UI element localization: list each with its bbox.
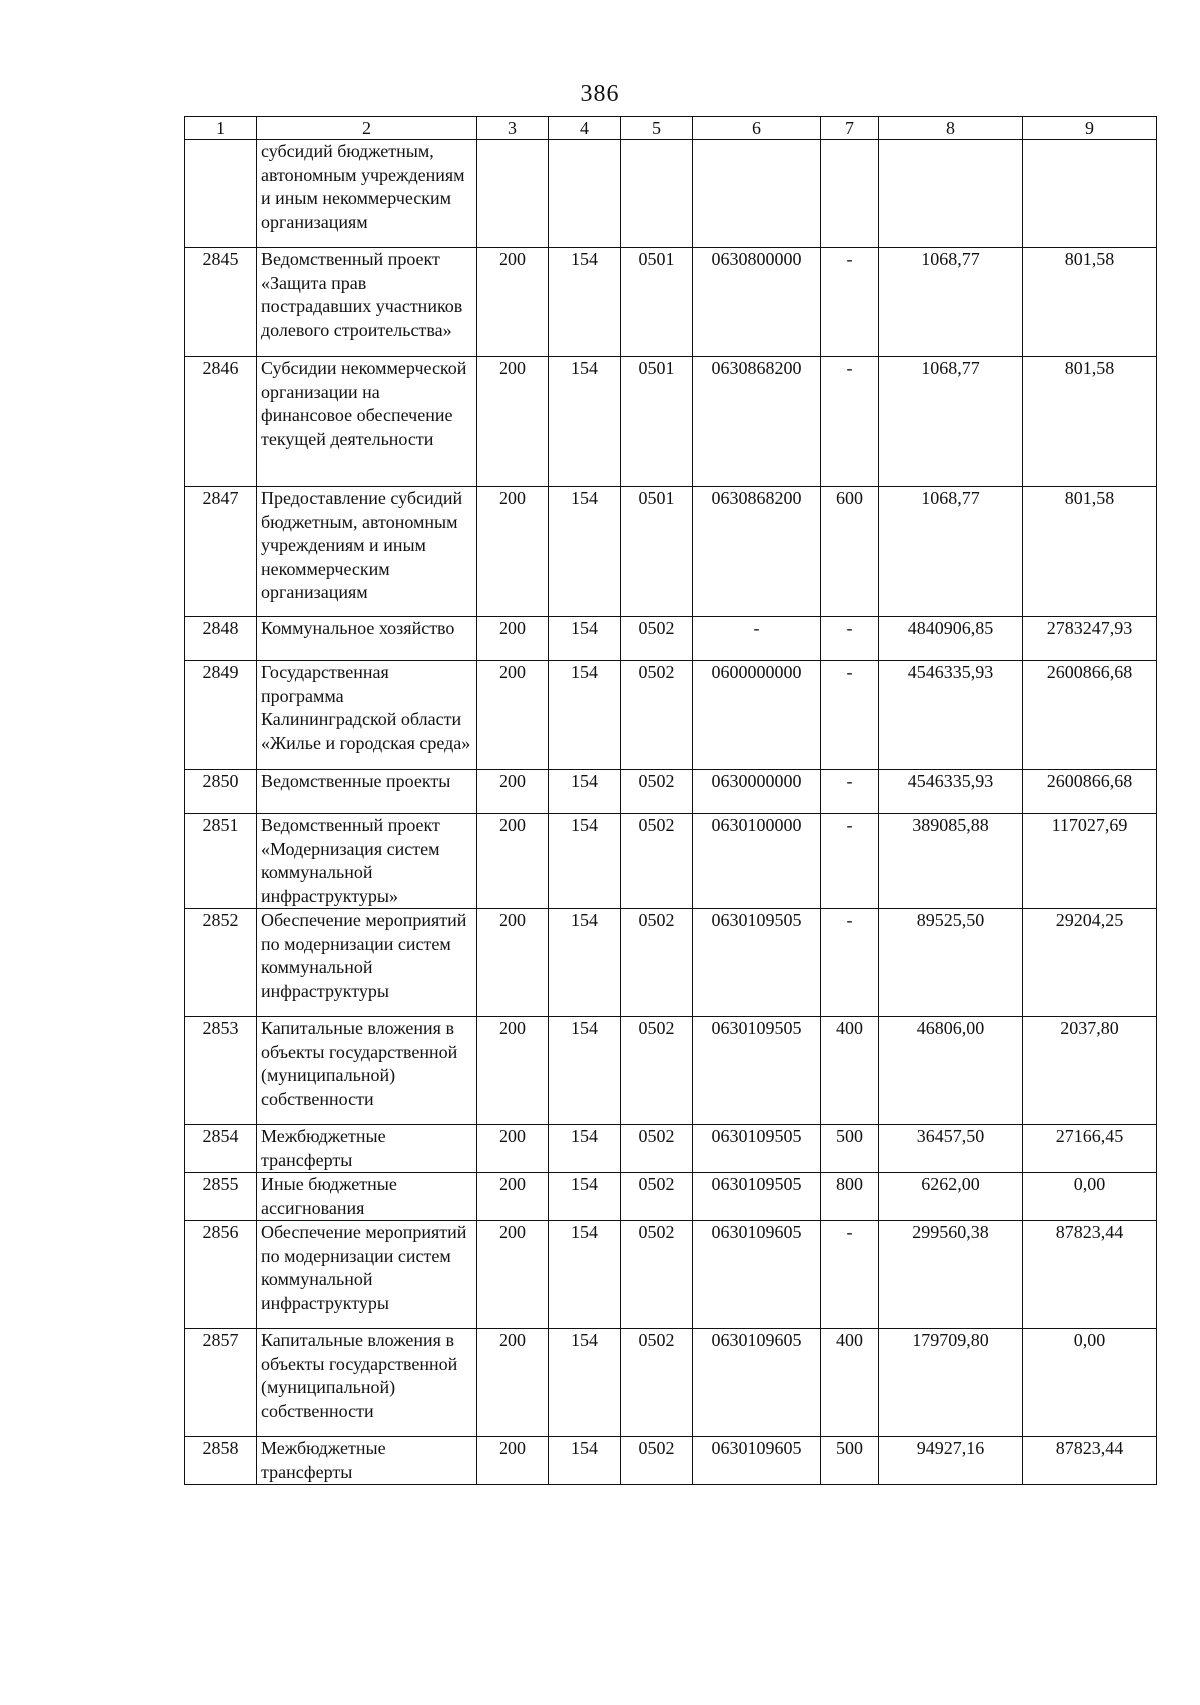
col7-code [821,140,879,248]
col5-code: 0502 [621,1173,693,1221]
column-header: 4 [549,117,621,140]
row-name: Капитальные вложения в объекты государственной (муниципальной) собственности [257,1329,477,1437]
col8-amount: 89525,50 [879,909,1023,1017]
column-header: 9 [1023,117,1157,140]
table-row [185,661,1157,770]
col9-amount: 801,58 [1023,487,1157,617]
col8-amount: 389085,88 [879,814,1023,909]
col7-code: - [821,661,879,770]
table-row [185,617,1157,661]
col5-code: 0502 [621,770,693,814]
col6-code: 0630868200 [693,357,821,487]
col4-code: 154 [549,814,621,909]
row-number: 2850 [185,770,257,814]
row-number: 2846 [185,357,257,487]
col8-amount: 4546335,93 [879,770,1023,814]
col6-code: 0630109605 [693,1329,821,1437]
col5-code: 0502 [621,1125,693,1173]
col9-amount: 2783247,93 [1023,617,1157,661]
col7-code: 400 [821,1329,879,1437]
col5-code: 0502 [621,1329,693,1437]
col5-code: 0502 [621,661,693,770]
col7-code: 800 [821,1173,879,1221]
table-row [185,1173,1157,1221]
col5-code: 0501 [621,357,693,487]
col3-code [477,140,549,248]
col6-code: 0630100000 [693,814,821,909]
col6-code: 0630109505 [693,1125,821,1173]
col3-code: 200 [477,661,549,770]
col9-amount: 801,58 [1023,357,1157,487]
col4-code: 154 [549,487,621,617]
col4-code [549,140,621,248]
column-header: 2 [257,117,477,140]
budget-table [184,116,1157,1485]
table-row [185,140,1157,248]
col4-code: 154 [549,1221,621,1329]
col4-code: 154 [549,1329,621,1437]
col6-code: 0630000000 [693,770,821,814]
col3-code: 200 [477,909,549,1017]
row-name: Обеспечение мероприятий по модернизации систем коммунальной инфраструктуры [257,1221,477,1329]
table-header-row [185,117,1157,140]
col8-amount: 4546335,93 [879,661,1023,770]
row-number: 2856 [185,1221,257,1329]
col6-code [693,140,821,248]
table-row [185,1437,1157,1485]
col4-code: 154 [549,1437,621,1485]
row-name: Ведомственные проекты [257,770,477,814]
col3-code: 200 [477,617,549,661]
table-row [185,1017,1157,1125]
row-name: Ведомственный проект «Защита прав пострадавших участников долевого строительства» [257,248,477,357]
col9-amount: 117027,69 [1023,814,1157,909]
row-number: 2858 [185,1437,257,1485]
row-name: Иные бюджетные ассигнования [257,1173,477,1221]
col4-code: 154 [549,617,621,661]
col3-code: 200 [477,770,549,814]
row-number: 2847 [185,487,257,617]
col4-code: 154 [549,357,621,487]
col9-amount: 2600866,68 [1023,661,1157,770]
row-number: 2855 [185,1173,257,1221]
col7-code: - [821,814,879,909]
row-name: Межбюджетные трансферты [257,1125,477,1173]
row-number: 2853 [185,1017,257,1125]
row-number: 2854 [185,1125,257,1173]
col8-amount: 1068,77 [879,248,1023,357]
col9-amount: 801,58 [1023,248,1157,357]
col7-code: - [821,909,879,1017]
col7-code: - [821,1221,879,1329]
table-body [185,140,1157,1485]
col8-amount: 36457,50 [879,1125,1023,1173]
col5-code: 0502 [621,1221,693,1329]
col4-code: 154 [549,909,621,1017]
col8-amount [879,140,1023,248]
col9-amount: 0,00 [1023,1329,1157,1437]
column-header: 3 [477,117,549,140]
row-number [185,140,257,248]
row-name: Обеспечение мероприятий по модернизации систем коммунальной инфраструктуры [257,909,477,1017]
col3-code: 200 [477,357,549,487]
row-name: Ведомственный проект «Модернизация систем коммунальной инфраструктуры» [257,814,477,909]
col3-code: 200 [477,1125,549,1173]
col6-code: 0630800000 [693,248,821,357]
col8-amount: 46806,00 [879,1017,1023,1125]
row-number: 2857 [185,1329,257,1437]
col5-code: 0501 [621,248,693,357]
row-name: Предоставление субсидий бюджетным, автономным учреждениям и иным некоммерческим организациям [257,487,477,617]
col9-amount: 87823,44 [1023,1437,1157,1485]
row-number: 2845 [185,248,257,357]
table-row [185,487,1157,617]
col5-code: 0502 [621,1017,693,1125]
col4-code: 154 [549,661,621,770]
col4-code: 154 [549,248,621,357]
col7-code: 500 [821,1437,879,1485]
col3-code: 200 [477,1329,549,1437]
col3-code: 200 [477,1173,549,1221]
col5-code [621,140,693,248]
col8-amount: 179709,80 [879,1329,1023,1437]
col8-amount: 94927,16 [879,1437,1023,1485]
table-row [185,1125,1157,1173]
column-header: 1 [185,117,257,140]
col9-amount: 29204,25 [1023,909,1157,1017]
col4-code: 154 [549,1125,621,1173]
table-row [185,1329,1157,1437]
row-number: 2851 [185,814,257,909]
col3-code: 200 [477,248,549,357]
row-number: 2848 [185,617,257,661]
col7-code: 400 [821,1017,879,1125]
col6-code: 0630109505 [693,1017,821,1125]
col5-code: 0501 [621,487,693,617]
page-number: 386 [580,81,620,107]
col4-code: 154 [549,770,621,814]
col8-amount: 1068,77 [879,357,1023,487]
col8-amount: 6262,00 [879,1173,1023,1221]
col7-code: - [821,248,879,357]
col6-code: 0630109605 [693,1437,821,1485]
row-number: 2849 [185,661,257,770]
column-header: 7 [821,117,879,140]
col7-code: - [821,770,879,814]
col9-amount: 27166,45 [1023,1125,1157,1173]
col6-code: 0630868200 [693,487,821,617]
col7-code: 600 [821,487,879,617]
row-name: Капитальные вложения в объекты государственной (муниципальной) собственности [257,1017,477,1125]
col9-amount: 2037,80 [1023,1017,1157,1125]
col9-amount [1023,140,1157,248]
table-row [185,909,1157,1017]
col6-code: - [693,617,821,661]
col5-code: 0502 [621,814,693,909]
row-name: Субсидии некоммерческой организации на финансовое обеспечение текущей деятельности [257,357,477,487]
col5-code: 0502 [621,909,693,1017]
col9-amount: 2600866,68 [1023,770,1157,814]
col8-amount: 299560,38 [879,1221,1023,1329]
col6-code: 0630109505 [693,909,821,1017]
col4-code: 154 [549,1173,621,1221]
col3-code: 200 [477,1017,549,1125]
col5-code: 0502 [621,617,693,661]
col7-code: - [821,617,879,661]
col6-code: 0600000000 [693,661,821,770]
col3-code: 200 [477,1437,549,1485]
table-row [185,248,1157,357]
row-name: Коммунальное хозяйство [257,617,477,661]
col3-code: 200 [477,1221,549,1329]
table-row [185,1221,1157,1329]
col9-amount: 0,00 [1023,1173,1157,1221]
col4-code: 154 [549,1017,621,1125]
col8-amount: 1068,77 [879,487,1023,617]
col6-code: 0630109505 [693,1173,821,1221]
col7-code: - [821,357,879,487]
row-name: Межбюджетные трансферты [257,1437,477,1485]
col9-amount: 87823,44 [1023,1221,1157,1329]
row-name: Государственная программа Калининградской области «Жилье и городская среда» [257,661,477,770]
col7-code: 500 [821,1125,879,1173]
row-number: 2852 [185,909,257,1017]
column-header: 5 [621,117,693,140]
column-header: 8 [879,117,1023,140]
col3-code: 200 [477,487,549,617]
col3-code: 200 [477,814,549,909]
row-name: субсидий бюджетным, автономным учреждениям и иным некоммерческим организациям [257,140,477,248]
col5-code: 0502 [621,1437,693,1485]
table-row [185,770,1157,814]
column-header: 6 [693,117,821,140]
table-row [185,814,1157,909]
table-row [185,357,1157,487]
col8-amount: 4840906,85 [879,617,1023,661]
col6-code: 0630109605 [693,1221,821,1329]
